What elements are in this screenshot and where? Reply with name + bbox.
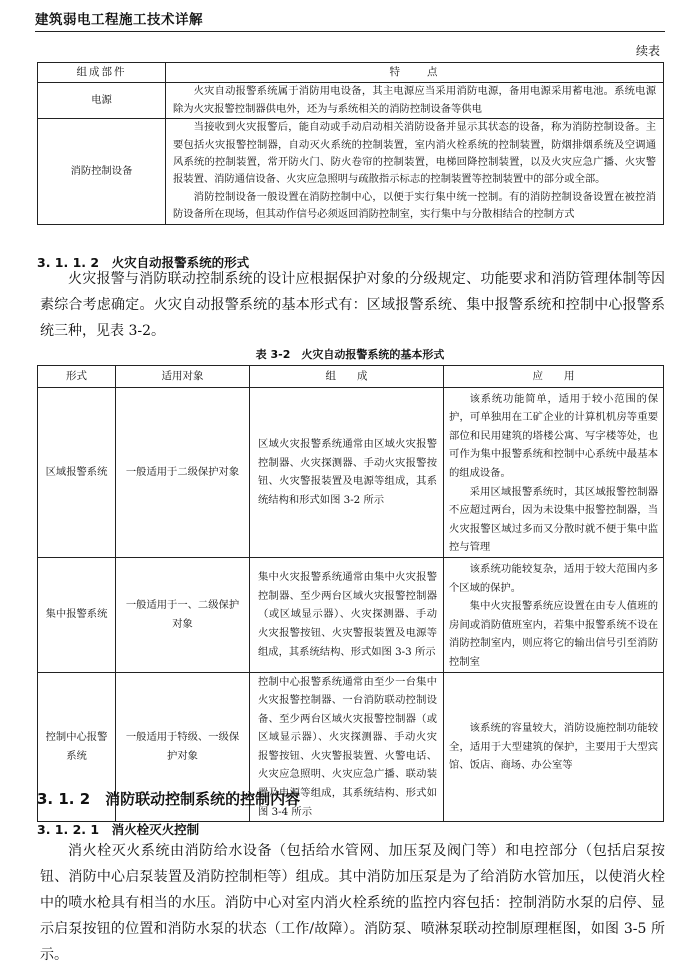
header-rule (35, 31, 665, 32)
table-header-row (38, 63, 664, 83)
system-scope: 一般适用于一、二级保护对象 (116, 557, 250, 672)
continued-label: 续表 (635, 44, 660, 58)
system-form: 集中报警系统 (38, 557, 116, 672)
system-application (444, 672, 664, 822)
table-row (38, 83, 664, 119)
component-features (166, 119, 664, 224)
system-composition: 控制中心报警系统通常由至少一台集中火灾报警控制器、一台消防联动控制设备、至少两台区域火灾报警控制器（或区域显示器）、火灾探测器、手动火灾报警按钮、火灾警报装置、火警电话、火灾应急照明、火灾应急广播、联动装置及电源等组成，其系统结构、形式如图 3-4 所示 (250, 672, 444, 822)
application-paragraph: 该系统功能简单，适用于较小范围的保护，可单独用在工矿企业的计算机机房等重要部位和民用建筑的塔楼公寓、写字楼等处，也可作为集中报警系统和控制中心系统中最基本的组成设备。 (449, 392, 658, 479)
system-scope: 一般适用于特级、一级保护对象 (116, 672, 250, 822)
component-features (166, 83, 664, 119)
application-paragraph: 采用区域报警系统时，其区域报警控制器不应超过两台，因为未设集中报警控制器，当火灾报警区域过多而又分散时就不便于集中监控与管理 (449, 485, 658, 554)
section-heading-3-1-1-2: 3. 1. 1. 2 火灾自动报警系统的形式 (37, 255, 250, 270)
table-continued (37, 62, 664, 225)
feature-paragraph: 当接收到火灾报警后，能自动或手动启动相关消防设备并显示其状态的设备，称为消防控制设备。主要包括火灾报警控制器，自动灭火系统的控制装置，室内消火栓系统的控制装置，防烟排烟系统及空调通风系统的控制装置，常开防火门、防火卷帘的控制装置，电梯回降控制装置，以及火灾应急广播、火灾警报装置、消防通信设备、火灾应急照明与疏散指示标志的控制装置等控制装置中的部分或全部。 (173, 121, 656, 186)
system-application (444, 557, 664, 672)
column-header-form: 形式 (38, 366, 116, 388)
table-row (38, 557, 664, 672)
section-heading-3-1-2: 3. 1. 2 消防联动控制系统的控制内容 (37, 790, 301, 808)
column-header-composition: 组 成 (250, 366, 444, 388)
column-header-application: 应 用 (444, 366, 664, 388)
component-name: 消防控制设备 (38, 119, 166, 224)
column-header-features: 特 点 (166, 63, 664, 83)
column-header-component: 组成部件 (38, 63, 166, 83)
body-paragraph: 火灾报警与消防联动控制系统的设计应根据保护对象的分级规定、功能要求和消防管理体制等因素综合考虑确定。火灾自动报警系统的基本形式有：区域报警系统、集中报警系统和控制中心报警系统三种，见表 3-2。 (40, 271, 665, 339)
application-paragraph: 集中火灾报警系统应设置在由专人值班的房间或消防值班室内，若集中报警系统不设在消防控制室内，则应将它的输出信号引至消防控制室 (449, 600, 658, 668)
system-scope: 一般适用于二级保护对象 (116, 387, 250, 557)
table-row (38, 119, 664, 224)
table-row (38, 387, 664, 557)
feature-paragraph: 消防控制设备一般设置在消防控制中心，以便于实行集中统一控制。有的消防控制设备设置在被控消防设备所在现场，但其动作信号必须返回消防控制室，实行集中与分散相结合的控制方式 (173, 190, 656, 221)
column-header-scope: 适用对象 (116, 366, 250, 388)
body-paragraph: 消火栓灭火系统由消防给水设备（包括给水管网、加压泵及阀门等）和电控部分（包括启泵按钮、消防中心启泵装置及消防控制柜等）组成。其中消防加压泵是为了给消防水管加压，以使消火栓中的喷水枪具有相当的水压。消防中心对室内消火栓系统的监控内容包括：控制消防水泵的启停、显示启泵按钮的位置和消防水泵的状态（工作/故障）。消防泵、喷淋泵联动控制原理框图，如图 3-5 所示。 (40, 843, 665, 963)
system-composition: 集中火灾报警系统通常由集中火灾报警控制器、至少两台区域火灾报警控制器（或区域显示器）、火灾探测器、手动火灾报警按钮、火灾警报装置及电源等组成，其系统结构、形式如图 3-3 所示 (250, 557, 444, 672)
section-heading-3-1-2-1: 3. 1. 2. 1 消火栓灭火控制 (37, 822, 200, 837)
application-paragraph: 该系统的容量较大，消防设施控制功能较全，适用于大型建筑的保护，主要用于大型宾馆、饭店、商场、办公室等 (449, 721, 658, 772)
application-paragraph: 该系统功能较复杂，适用于较大范围内多个区域的保护。 (449, 562, 658, 594)
table-3-2 (37, 365, 664, 822)
system-application (444, 387, 664, 557)
running-head-title: 建筑弱电工程施工技术详解 (35, 12, 203, 28)
table-header-row (38, 366, 664, 388)
table-caption: 表 3-2 火灾自动报警系统的基本形式 (255, 348, 445, 361)
feature-paragraph: 火灾自动报警系统属于消防用电设备，其主电源应当采用消防电源，备用电源采用蓄电池。系统电源除为火灾报警控制器供电外，还为与系统相关的消防控制设备等供电 (173, 85, 656, 115)
system-form: 区域报警系统 (38, 387, 116, 557)
component-name: 电源 (38, 83, 166, 119)
system-composition: 区域火灾报警系统通常由区域火灾报警控制器、火灾探测器、手动火灾报警按钮、火灾警报装置及电源等组成，其系统结构和形式如图 3-2 所示 (250, 387, 444, 557)
system-form: 控制中心报警系统 (38, 672, 116, 822)
